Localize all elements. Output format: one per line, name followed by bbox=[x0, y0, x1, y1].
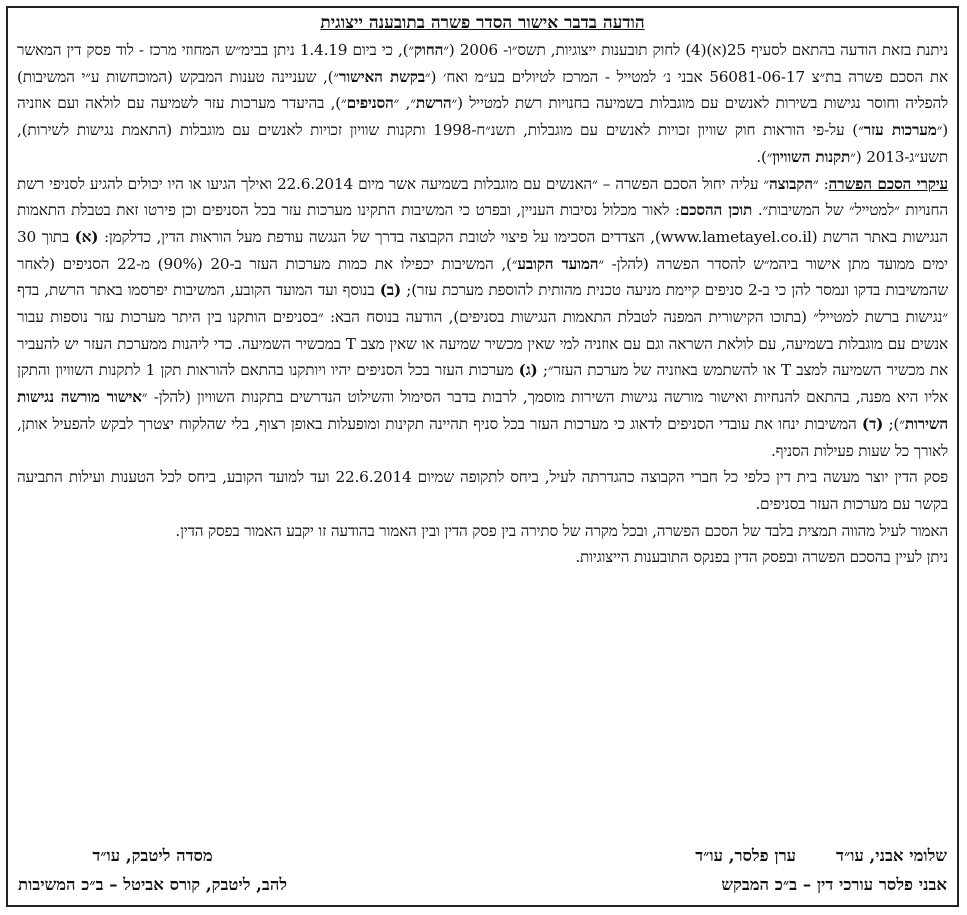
paragraph-summary-disclaimer: האמור לעיל מהווה תמצית בלבד של הסכם הפשרה, ובכל מקרה של סתירה בין פסק הדין ובין האמור בהודעה זו יקבע האמור בפסק הדין. bbox=[175, 521, 948, 540]
term-law: החוק bbox=[414, 41, 444, 59]
text: : ״ bbox=[812, 174, 829, 193]
signature-applicant-counsel bbox=[695, 841, 947, 901]
signer-name: ערן פלסר, עו״ד bbox=[695, 846, 797, 865]
paragraph-settlement-terms bbox=[17, 171, 948, 465]
heading-settlement-terms: עיקרי הסכם הפשרה bbox=[828, 174, 948, 193]
term-accessibility-approval: אישור מורשה נגישות השירות bbox=[17, 388, 949, 433]
text: בנוסף ועד המועד הקובע, המשיבות יפרסמו באתר הרשת, בדף ״נגישות ברשת למטייל״ (בתוכו הקישורית המפנה לטבלת התאמות הנגישות בסניפים), הודעה בנוסח הבא: ״בסניפים הותקנו בין היתר מערכות עזר נוספות עבור אנשים עם מוגבלות בשמיעה, עם לולאת השראה וגם עם אוזניה למי שאין מכשיר שמיעה או שאין מצב T במכשיר השמיעה. כדי ליהנות ממערכת העזר יש להעביר את מכשיר השמיעה למצב T או להשתמש באוזניה של מערכת העזר״; bbox=[17, 281, 949, 380]
term-aid-systems: מערכות עזר bbox=[863, 121, 937, 140]
text: ״). bbox=[756, 147, 773, 166]
text: ״), כי ביום 1.4.19 ניתן בבימ״ש המחוזי מרכז - לוד פסק דין המאשר את הסכם פשרה בת״צ 56081-06-17 אבני נ׳ למטייל - המרכז לטיולים בע״מ ואח׳ (״ bbox=[17, 41, 948, 86]
signer-name: מסדה ליטבק, עו״ד bbox=[92, 846, 213, 865]
term-group: הקבוצה bbox=[769, 174, 813, 193]
term-equality-regulations: תקנות השוויון bbox=[772, 147, 851, 166]
term-branches: הסניפים bbox=[346, 94, 394, 113]
text: ״ עליה יחול הסכם הפשרה – ״האנשים עם מוגבלות בשמיעה אשר מיום 22.6.2014 ואילך הגיעו או היו יכולים להגיע לסניפי רשת החנויות ״למטייל״ של המשיבות״. bbox=[17, 174, 948, 220]
text: ״); bbox=[883, 414, 905, 433]
text: בתוך 30 ימים ממועד מתן אישור ביהמ״ש להסדר הפשרה (להלן- ״ bbox=[17, 227, 948, 273]
term-agreement-content: תוכן ההסכם bbox=[679, 201, 753, 220]
clause-c: (ג) bbox=[518, 361, 538, 380]
firm-name: להב, ליטבק, קורס אביטל – ב״כ המשיבות bbox=[18, 875, 288, 894]
text: ניתנת בזאת הודעה בהתאם לסעיף 25(א)(4) לחוק תובענות ייצוגיות, תשס״ו- 2006 (״ bbox=[443, 41, 948, 59]
paragraph-intro bbox=[17, 37, 948, 171]
term-chain: הרשת bbox=[415, 94, 452, 113]
paragraph-res-judicata: פסק הדין יוצר מעשה בית דין כלפי כל חברי הקבוצה כהגדרתה לעיל, ביחס לתקופה שמיום 22.6.2014 ועד למועד הקובע, ביחס לכל הטענות ועילות התביעה בקשר עם מערכות העזר בסניפים. bbox=[17, 468, 948, 513]
text: ״), המשיבות יכפילו את כמות מערכות העזר ב-20 (90%) מ-22 הסניפים (לאחר שהמשיבות בדקו ונמסר להן כי ב-2 סניפים קיימת מניעה טכנית מהותית להוספת מערכת עזר); bbox=[17, 254, 948, 300]
clause-b: (ב) bbox=[379, 281, 401, 300]
text: ״), שעניינה טענות המבקש (המוכחשות ע״י המשיבות) להפליה וחוסר נגישות בשירות לאנשים עם מוגבלות בשמיעה בחנויות רשת למטייל (״ bbox=[17, 67, 949, 113]
signature-respondents-counsel bbox=[18, 841, 287, 901]
text: ״) על-פי הוראות חוק שוויון זכויות לאנשים עם מוגבלות, תשנ״ח-1998 ותקנות שוויון זכויות לאנשים עם מוגבלות (התאמת נגישות לשירות), תשע״ג-2013 (״ bbox=[17, 121, 948, 166]
signatures bbox=[8, 841, 957, 901]
text: ״), בהיעדר מערכות עזר לשמיעה עם לולאה ועם אוזניה (״ bbox=[17, 94, 948, 140]
legal-notice bbox=[6, 6, 959, 907]
text: : לאור מכלול נסיבות העניין, ובפרט כי המשיבות התקינו מערכות עזר בכל הסניפים וכן פירטו זאת בטבלת התאמות הנגישות באתר הרשת (www.lametayel.co.il), הצדדים הסכימו על פיצוי לטובת הקבוצה בדרך של הנגשה עודפת מעל הוראות הדין, כדלקמן: bbox=[17, 201, 949, 246]
text: המשיבות ינחו את עובדי הסניפים לדאוג כי מערכות העזר בכל סניף תהיינה תקינות ומופעלות באופן רצוף, בלי שהלקוח יצטרך לבקש להפעיל אותן, לאורך כל שעות פעילות הסניף. bbox=[17, 414, 948, 460]
term-effective-date: המועד הקובע bbox=[517, 254, 599, 273]
clause-d: (ד) bbox=[861, 414, 884, 433]
signer-name: שלומי אבני, עו״ד bbox=[836, 846, 947, 865]
clause-a: (א) bbox=[74, 227, 99, 246]
text: מערכות העזר בכל הסניפים יהיו ויותקנו בהתאם להוראות תקן 1 לתקנות השוויון והתקן אליו היא מפנה, בהתאם להנחיות ואישור מורשה נגישות השירות מוסמך, לרבות בדבר הסימול והשילוט הנדרשים בתקנות השוויון (להלן- ״ bbox=[17, 361, 949, 407]
term-approval-request: בקשת האישור bbox=[339, 67, 425, 86]
notice-title: הודעה בדבר אישור הסדר פשרה בתובענה ייצוגית bbox=[320, 13, 645, 33]
paragraph-registry: ניתן לעיין בהסכם הפשרה ובפסק הדין בפנקס התובענות הייצוגיות. bbox=[575, 548, 948, 567]
text: ״, ״ bbox=[393, 94, 416, 113]
firm-name: אבני פלסר עורכי דין – ב״כ המבקש bbox=[721, 875, 947, 894]
